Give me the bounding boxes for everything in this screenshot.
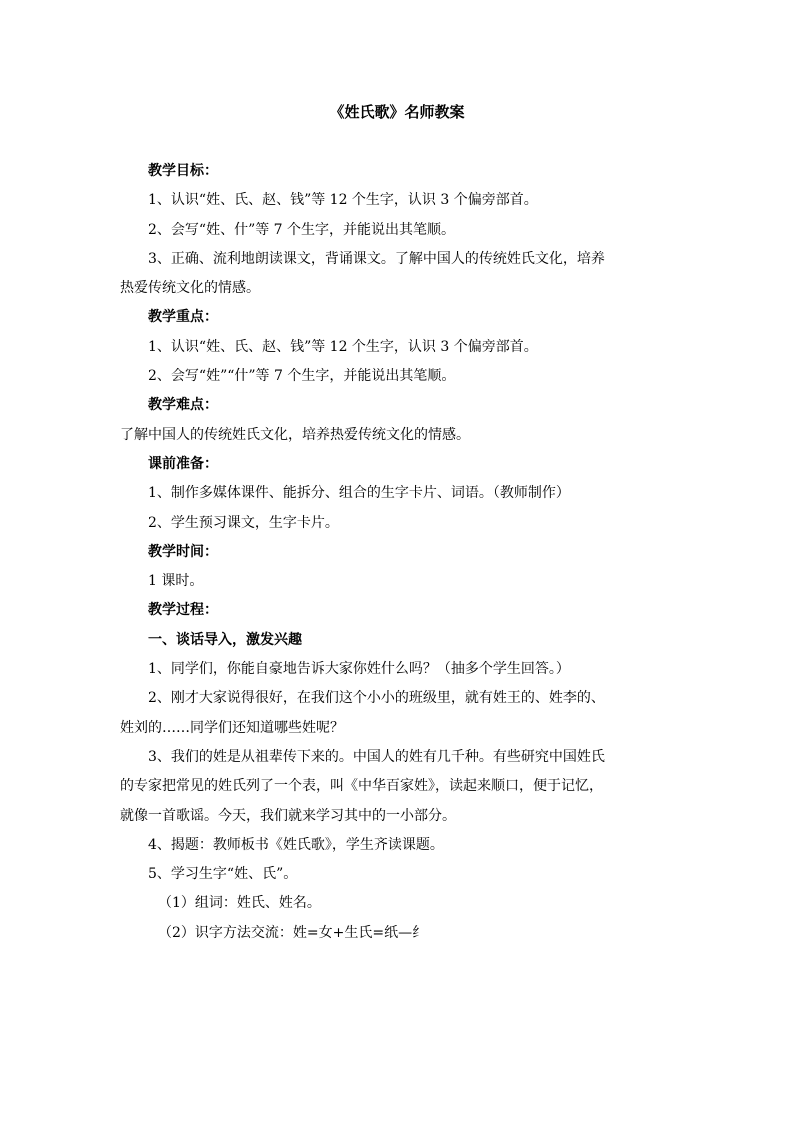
body-line: 2、学生预习课文，生字卡片。 [148, 514, 339, 531]
body-line: 的专家把常见的姓氏列了一个表，叫《中华百家姓》，读起来顺口，便于记忆， [120, 778, 603, 795]
section-heading: 教学难点： [148, 397, 218, 414]
document-title: 《姓氏歌》名师教案 [329, 103, 465, 121]
section-heading: 教学时间： [148, 543, 218, 560]
body-line: 1、认识“姓、氏、赵、钱”等 12 个生字，认识 3 个偏旁部首。 [148, 192, 538, 209]
body-line: 就像一首歌谣。今天，我们就来学习其中的一小部分。 [120, 807, 456, 824]
section-heading: 教学过程： [148, 602, 218, 619]
body-line: 3、我们的姓是从祖辈传下来的。中国人的姓有几千种。有些研究中国姓氏 [148, 748, 605, 765]
body-line: 姓刘的……同学们还知道哪些姓呢？ [120, 719, 344, 736]
body-line: 2、刚才大家说得很好，在我们这个小小的班级里，就有姓王的、姓李的、 [148, 690, 605, 707]
body-line: 2、会写“姓、什”等 7 个生字，并能说出其笔顺。 [148, 221, 456, 238]
body-line: （1）组词：姓氏、姓名。 [158, 895, 321, 912]
section-heading: 一、谈话导入，激发兴趣 [148, 631, 302, 648]
section-heading: 课前准备： [148, 455, 218, 472]
body-line: 1、同学们，你能自豪地告诉大家你姓什么吗？（抽多个学生回答。） [148, 661, 570, 678]
body-line: 1、认识“姓、氏、赵、钱”等 12 个生字，认识 3 个偏旁部首。 [148, 338, 538, 355]
section-heading: 教学目标： [148, 163, 218, 179]
body-line: 5、学习生字“姓、氏”。 [148, 866, 298, 883]
document-body [120, 157, 676, 948]
body-line: 1、制作多媒体课件、能拆分、组合的生字卡片、词语。（教师制作） [148, 485, 570, 502]
body-line: （2）识字方法交流：姓=女+生氏=纸—纟 [158, 924, 427, 941]
body-line: 1 课时。 [148, 573, 204, 590]
section-heading: 教学重点： [148, 309, 218, 326]
body-line: 4、揭题：教师板书《姓氏歌》，学生齐读课题。 [148, 836, 444, 853]
body-line: 热爱传统文化的情感。 [120, 280, 260, 297]
body-line: 2、会写“姓”“什”等 7 个生字，并能说出其笔顺。 [148, 368, 456, 385]
body-line: 3、正确、流利地朗读课文，背诵课文。了解中国人的传统姓氏文化，培养 [148, 250, 605, 267]
body-line: 了解中国人的传统姓氏文化，培养热爱传统文化的情感。 [120, 426, 470, 443]
